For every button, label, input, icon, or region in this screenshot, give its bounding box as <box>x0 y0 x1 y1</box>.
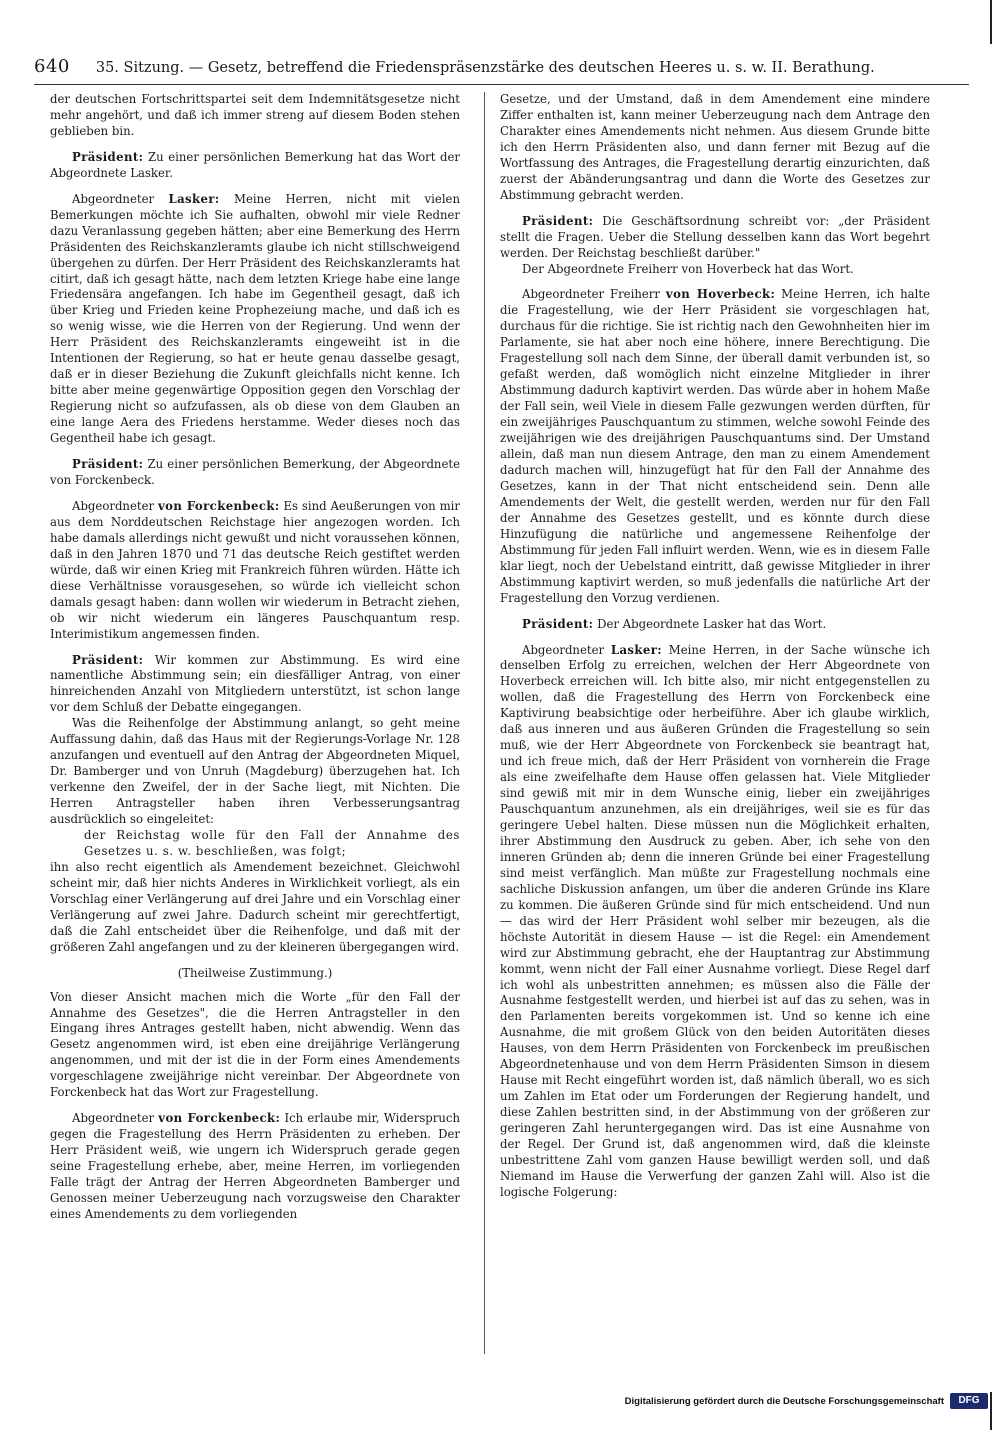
speaker-name: Präsident: <box>72 652 144 667</box>
paragraph: Präsident: Wir kommen zur Abstimmung. Es wird eine namentliche Abstimmung sein; ein diesfälliger Antrag, von einer hinreichenden Anzahl von Mitgliedern unterstützt, ist schon lange vor dem Schluß der Debatte eingegangen. <box>50 652 460 715</box>
speaker-name: Lasker: <box>168 191 220 206</box>
speaker-name: von Forckenbeck: <box>157 498 280 513</box>
speaker-name: Lasker: <box>610 642 663 657</box>
paragraph: der deutschen Fortschrittspartei seit dem Indemnitätsgesetze nicht mehr angehört, und daß ich immer streng auf diesem Boden stehen geblieben bin. <box>50 92 460 138</box>
paragraph: Gesetze, und der Umstand, daß in dem Amendement eine mindere Ziffer enthalten ist, kann meiner Ueberzeugung nach dem Antrage den Charakter eines Amendements nicht nehmen. Aus diesem Grunde bitte ich den Herrn Präsidenten also, und dann ferner mit Bezug auf die Wortfassung des Antrages, die Fragestellung derartig einzurichten, daß zuerst der Abänderungsantrag und dann die Worte des Gesetzes zur Abstimmung gebracht werden. <box>500 92 930 202</box>
page-header <box>34 56 964 84</box>
running-title: 35. Sitzung. — Gesetz, betreffend die Friedenspräsenzstärke des deutschen Heeres u. s. w. II. Berathung. <box>95 60 875 76</box>
paragraph: Abgeordneter von Forckenbeck: Es sind Aeußerungen von mir aus dem Norddeutschen Reichstage hier angezogen worden. Ich habe damals allerdings nicht gewußt und nicht voraussehen können, daß in den Jahren 1870 und 71 das deutsche Reich gestiftet werden würde, daß wir einen Krieg mit Frankreich führen würden. Hätte ich diese Verhältnisse vorausgesehen, so würde ich vielleicht schon damals gesagt haben: dann wollen wir wiederum in Betracht ziehen, ob wir nicht wiederum ein längeres Pauschquantum resp. Interimistikum angemessen finden. <box>50 498 460 641</box>
paragraph: Abgeordneter Freiherr von Hoverbeck: Meine Herren, ich halte die Fragestellung, wie der Herr Präsident sie vorgeschlagen hat, durchaus für die richtige. Sie ist richtig nach den Gewohnheiten hier im Parlamente, sie hat aber noch eine höhere, innere Berechtigung. Die Fragestellung soll nach dem Sinne, der überall damit verbunden ist, so gefaßt werden, daß womöglich nicht einzelne Mitglieder in ihrer Abstimmung dadurch kaptivirt werden. Das würde aber in hohem Maße der Fall sein, weil Viele in diesem Falle gezwungen werden dürften, für ein zweijähriges Pauschquantum zu stimmen, welche sowohl Feinde des zweijährigen wie des dreijährigen Pauschquantums sind. Der Umstand allein, daß man nun diesem Antrage, den man zu einem Amendement dadurch machen will, hinzugefügt hat für den Fall der Annahme des Gesetzes, kann in der That nicht entscheidend sein. Denn alle Amendements der Welt, die gestellt werden, werden nur für den Fall der Annahme des Gesetzes gestellt, und es könnte durch diese Hinzufügung die natürliche und angemessene Reihenfolge der Abstimmung für jeden Fall influirt werden. Wenn, wie es in diesem Falle klar liegt, noch der Uebelstand eintritt, daß gewisse Mitglieder in ihrer Abstimmung kaptivirt werden, so muß jedenfalls die natürliche Art der Fragestellung den Vorzug verdienen. <box>500 287 930 605</box>
scan-edge-line <box>990 0 992 44</box>
right-column <box>500 92 930 1354</box>
paragraph: Präsident: Die Geschäftsordnung schreibt vor: „der Präsident stellt die Fragen. Ueber die Stellung desselben kann das Wort begehrt werden. Der Reichstag beschließt darüber." <box>500 213 930 260</box>
speaker-name: von Hoverbeck: <box>665 287 776 302</box>
paragraph: Was die Reihenfolge der Abstimmung anlangt, so geht meine Auffassung dahin, daß das Haus mit der Regierungs-Vorlage Nr. 128 anzufangen und eventuell auf den Antrag der Abgeordneten Miquel, Dr. Bamberger und von Unruh (Magdeburg) überzugehen hat. Ich verkenne den Zweifel, der in der Sache liegt, mit Nichten. Die Herren Antragsteller haben ihren Verbesserungsantrag ausdrücklich so eingeleitet: <box>50 716 460 827</box>
paragraph: Abgeordneter Lasker: Meine Herren, nicht mit vielen Bemerkungen möchte ich Sie aufhalten, obwohl mir viele Redner dazu Veranlassung gegeben hätten; aber eine Bemerkung des Herrn Präsidenten des Reichskanzleramts glaube ich nicht stillschweigend übergehen zu dürfen. Der Herr Präsident des Reichskanzleramts hat citirt, daß ich gesagt hätte, nach dem letzten Kriege habe eine lange Friedensära angefangen. Ich habe im Gegentheil gesagt, daß ich über Krieg und Frieden keine Prophezeiung mache, und daß ich es so wenig wisse, wie die Herren von der Regierung. Und wenn der Herr Präsident des Reichskanzleramts eingeweiht ist in die Intentionen der Regierung, so hat er heute genau dasselbe gesagt, daß er in dieser Beziehung die Zukunft gleichfalls nicht kenne. Ich bitte aber meine gegenwärtige Opposition gegen den Vorschlag der Regierung nicht so aufzufassen, als ob diese von dem Glauben an eine lange Aera des Friedens herstamme. Weder dieses noch das Gegentheil habe ich gesagt. <box>50 191 460 446</box>
speaker-name: Präsident: <box>522 213 594 228</box>
page-number: 640 <box>34 56 70 77</box>
paragraph: Von dieser Ansicht machen mich die Worte „für den Fall der Annahme des Gesetzes", die die Herren Antragsteller in den Eingang ihres Antrages gestellt haben, nicht abwendig. Wenn das Gesetz angenommen wird, ist eben eine dreijährige Verlängerung angenommen, und mit der ist die in der Form eines Amendements vorgeschlagene zweijährige nicht vereinbar. Der Abgeordnete von Forckenbeck hat das Wort zur Fragestellung. <box>50 989 460 1100</box>
paragraph: Abgeordneter von Forckenbeck: Ich erlaube mir, Widerspruch gegen die Fragestellung des Herrn Präsidenten zu erheben. Der Herr Präsident weiß, wie ungern ich Widerspruch gerade gegen seine Fragestellung erhebe, aber, meine Herren, im vorliegenden Falle trägt der Antrag der Herren Abgeordneten Bamberger und Genossen meiner Ueberzeugung nach vorzugsweise den Charakter eines Amendements zu dem vorliegenden <box>50 1111 460 1221</box>
scan-edge-line <box>990 1392 992 1430</box>
paragraph: ihn also recht eigentlich als Amendement bezeichnet. Gleichwohl scheint mir, daß hier nichts Anderes in Wirklichkeit vorliegt, als ein Vorschlag einer Verlängerung auf drei Jahre und ein Vorschlag einer Verlängerung auf zwei Jahre. Dadurch scheint mir gerechtfertigt, daß die Zahl entscheidet über die Reihenfolge, und daß mit der größeren Zahl angefangen und zu der kleineren übergegangen wird. <box>50 859 460 954</box>
digitization-credit: Digitalisierung gefördert durch die Deutsche Forschungsgemeinschaft <box>624 1396 944 1407</box>
paragraph: Abgeordneter Lasker: Meine Herren, in der Sache wünsche ich denselben Erfolg zu erreichen, welchen der Herr Abgeordnete von Hoverbeck erreichen will. Ich bitte also, mir nicht entgegenstellen zu wollen, daß die Fragestellung des Herrn von Forckenbeck eine Kaptivirung beabsichtige oder herbeiführe. Aber ich glaube wirklich, daß aus inneren und aus äußeren Gründen die Fragestellung so sein muß, wie der Herr Abgeordnete von Forckenbeck sie beantragt hat, und ich freue mich, daß der Herr Präsident von vornherein die Frage als eine zweifelhafte dem Hause offen gelassen hat. Viele Mitglieder sind gewiß mit mir in dem Wunsche einig, lieber ein zweijähriges Pauschquantum anzunehmen, als ein dreijähriges, weil sie es für das geringere Uebel halten. Diese müssen nun die Möglichkeit erhalten, ihrer Abstimmung den Ausdruck zu geben. Aber, ich sehe von den inneren Gründen ab; denn die inneren Gründe bei einer Fragestellung sind meist verfänglich. Man müßte zur Fragestellung nochmals eine sachliche Diskussion anfangen, um über die anderen Gründe ins Klare zu kommen. Die äußeren Gründe sind für mich entscheidend. Und nun — das wird der Herr Präsident wohl selber mir bezeugen, als die höchste Autorität in diesem Hause — ist die Regel: ein Amendement wird zur Abstimmung gebracht, ehe der Hauptantrag zur Abstimmung kommt, wenn nicht der Fall einer Ausnahme vorliegt. Diese Regel darf ich wohl als unbestritten annehmen; es müssen also die Fälle der Ausnahme festgestellt werden, und hierbei ist auf das zu sehen, was in den Parlamenten bereits vorgekommen ist. Und so kenne ich eine Ausnahme, die mit großem Glück von den beiden Autoritäten dieses Hauses, von dem Herrn Präsidenten von Forckenbeck im preußischen Abgeordnetenhause und von dem Herrn Präsidenten Simson in diesem Hause mit Recht eingeführt worden ist, daß nämlich überall, wo es sich um Zahlen im Etat oder um Forderungen der Regierung handelt, und diese Zahlen bestritten sind, in der Abstimmung von der größeren zur geringeren Zahl heruntergegangen wird. Das ist eine Ausnahme von der Regel. Der Grund ist, daß angenommen wird, daß die kleinste unbestrittene Zahl vom ganzen Hause bewilligt werden soll, und daß Niemand im Hause die Verwerfung der ganzen Zahl will. Also ist die logische Folgerung: <box>500 642 930 1199</box>
paragraph: Präsident: Zu einer persönlichen Bemerkung, der Abgeordnete von Forckenbeck. <box>50 457 460 487</box>
dfg-logo: DFG <box>950 1393 988 1409</box>
left-column <box>50 92 460 1354</box>
speaker-name: Präsident: <box>522 616 594 631</box>
interjection: (Theilweise Zustimmung.) <box>177 965 333 980</box>
speaker-name: Präsident: <box>72 457 144 472</box>
speaker-name: von Forckenbeck: <box>158 1111 281 1126</box>
speaker-name: Präsident: <box>72 149 144 164</box>
paragraph: Präsident: Der Abgeordnete Lasker hat das Wort. <box>522 616 827 631</box>
header-rule <box>34 84 969 85</box>
column-rule <box>484 92 485 1354</box>
paragraph: Präsident: Zu einer persönlichen Bemerkung hat das Wort der Abgeordnete Lasker. <box>50 149 460 180</box>
paragraph: Der Abgeordnete Freiherr von Hoverbeck hat das Wort. <box>522 261 854 276</box>
quoted-motion: der Reichstag wolle für den Fall der Annahme des Gesetzes u. s. w. beschließen, was folgt; <box>84 827 460 858</box>
